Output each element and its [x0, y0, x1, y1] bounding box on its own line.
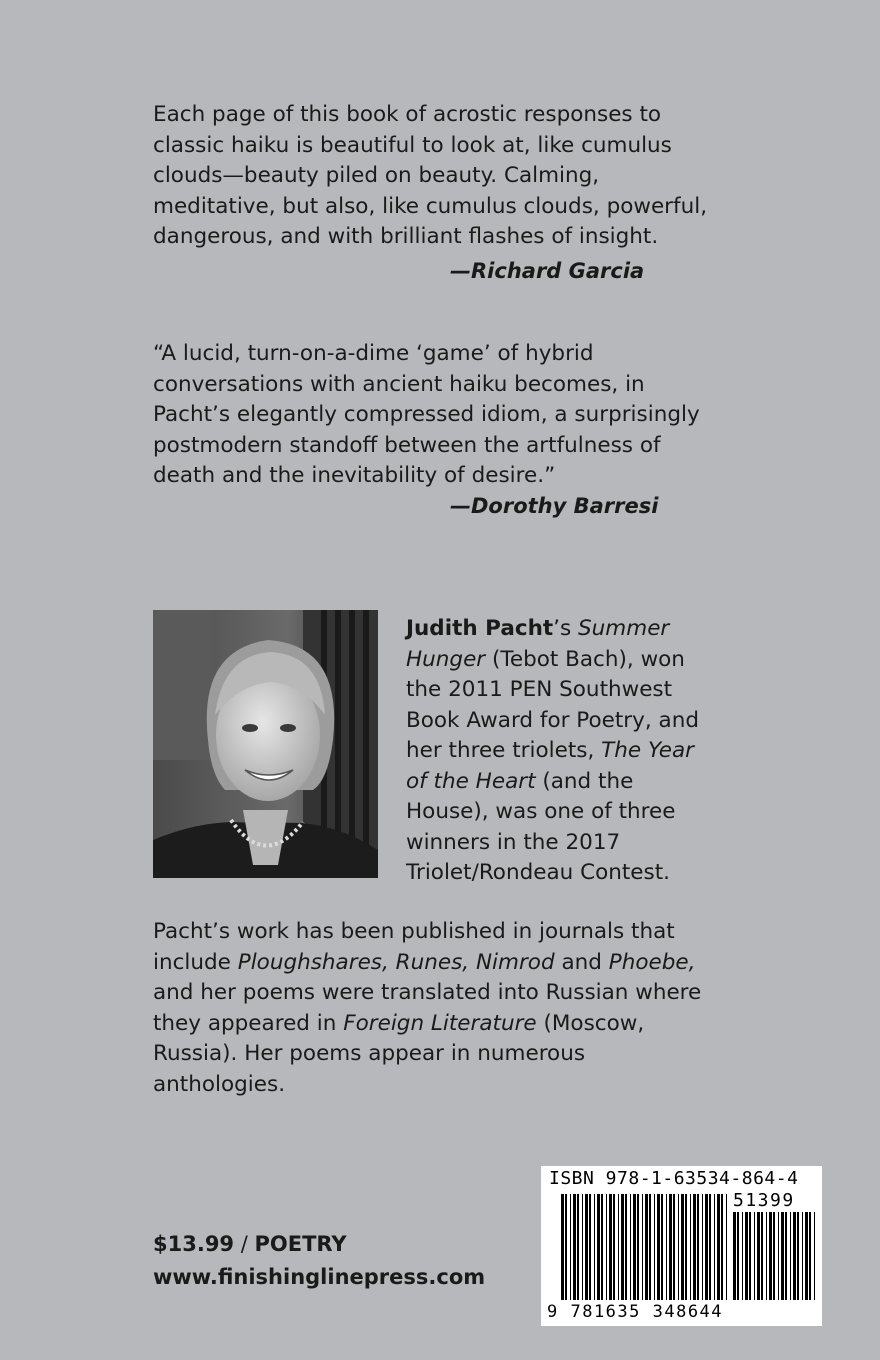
journal-list: Ploughshares, Runes, Nimrod	[237, 949, 555, 975]
barcode-digits: 9 781635 348644	[547, 1302, 724, 1322]
barcode-addon-number: 51399	[733, 1190, 795, 1211]
quote-text: “A lucid, turn-on-a-dime ‘game’ of hybrid conversations with ancient haiku becomes, in Pacht’s elegantly compressed idiom, a surprisingly postmodern standoff between the artfulness of death and the inevitability of desire.”	[153, 341, 700, 488]
isbn-barcode	[541, 1166, 822, 1326]
journal-phoebe: Phoebe,	[608, 949, 696, 975]
quote-dorothy-barresi	[153, 339, 713, 492]
publisher-website: www.finishinglinepress.com	[153, 1265, 486, 1289]
category: POETRY	[254, 1232, 347, 1256]
book-title-year-of-the-heart: The Year of the Heart	[406, 738, 694, 794]
quote-richard-garcia	[153, 100, 713, 253]
book-title-summer-hunger: Summer Hunger	[406, 616, 670, 672]
bio-paragraph-1: Judith Pacht’s Summer Hunger (Tebot Bach), won the 2011 PEN Southwest Book Award for Poetry, and her three triolets, The Year of the Heart (and the House), was one of three winners in the 2017 Triolet/Rondeau Contest.	[406, 616, 699, 885]
price: $13.99	[153, 1232, 235, 1256]
attribution-richard-garcia: —Richard Garcia	[450, 259, 645, 283]
author-name: Judith Pacht	[406, 616, 554, 641]
bio-paragraph-2: Pacht’s work has been published in journals that include Ploughshares, Runes, Nimrod and Phoebe, and her poems were translated into Russian where they appeared in Foreign Literature (Moscow, Russia). Her poems appear in numerous anthologies.	[153, 919, 702, 1097]
price-category: $13.99 / POETRY	[153, 1232, 347, 1256]
isbn-label: ISBN 978-1-63534-864-4	[549, 1168, 799, 1189]
quote-text: Each page of this book of acrostic responses to classic haiku is beautiful to look at, like cumulus clouds—beauty piled on beauty. Calming, meditative, but also, like cumulus clouds, powerful, dangerous, and with brilliant flashes of insight.	[153, 102, 708, 249]
attribution-dorothy-barresi: —Dorothy Barresi	[450, 494, 659, 518]
author-photo	[153, 610, 378, 878]
journal-foreign-literature: Foreign Literature	[343, 1010, 537, 1036]
